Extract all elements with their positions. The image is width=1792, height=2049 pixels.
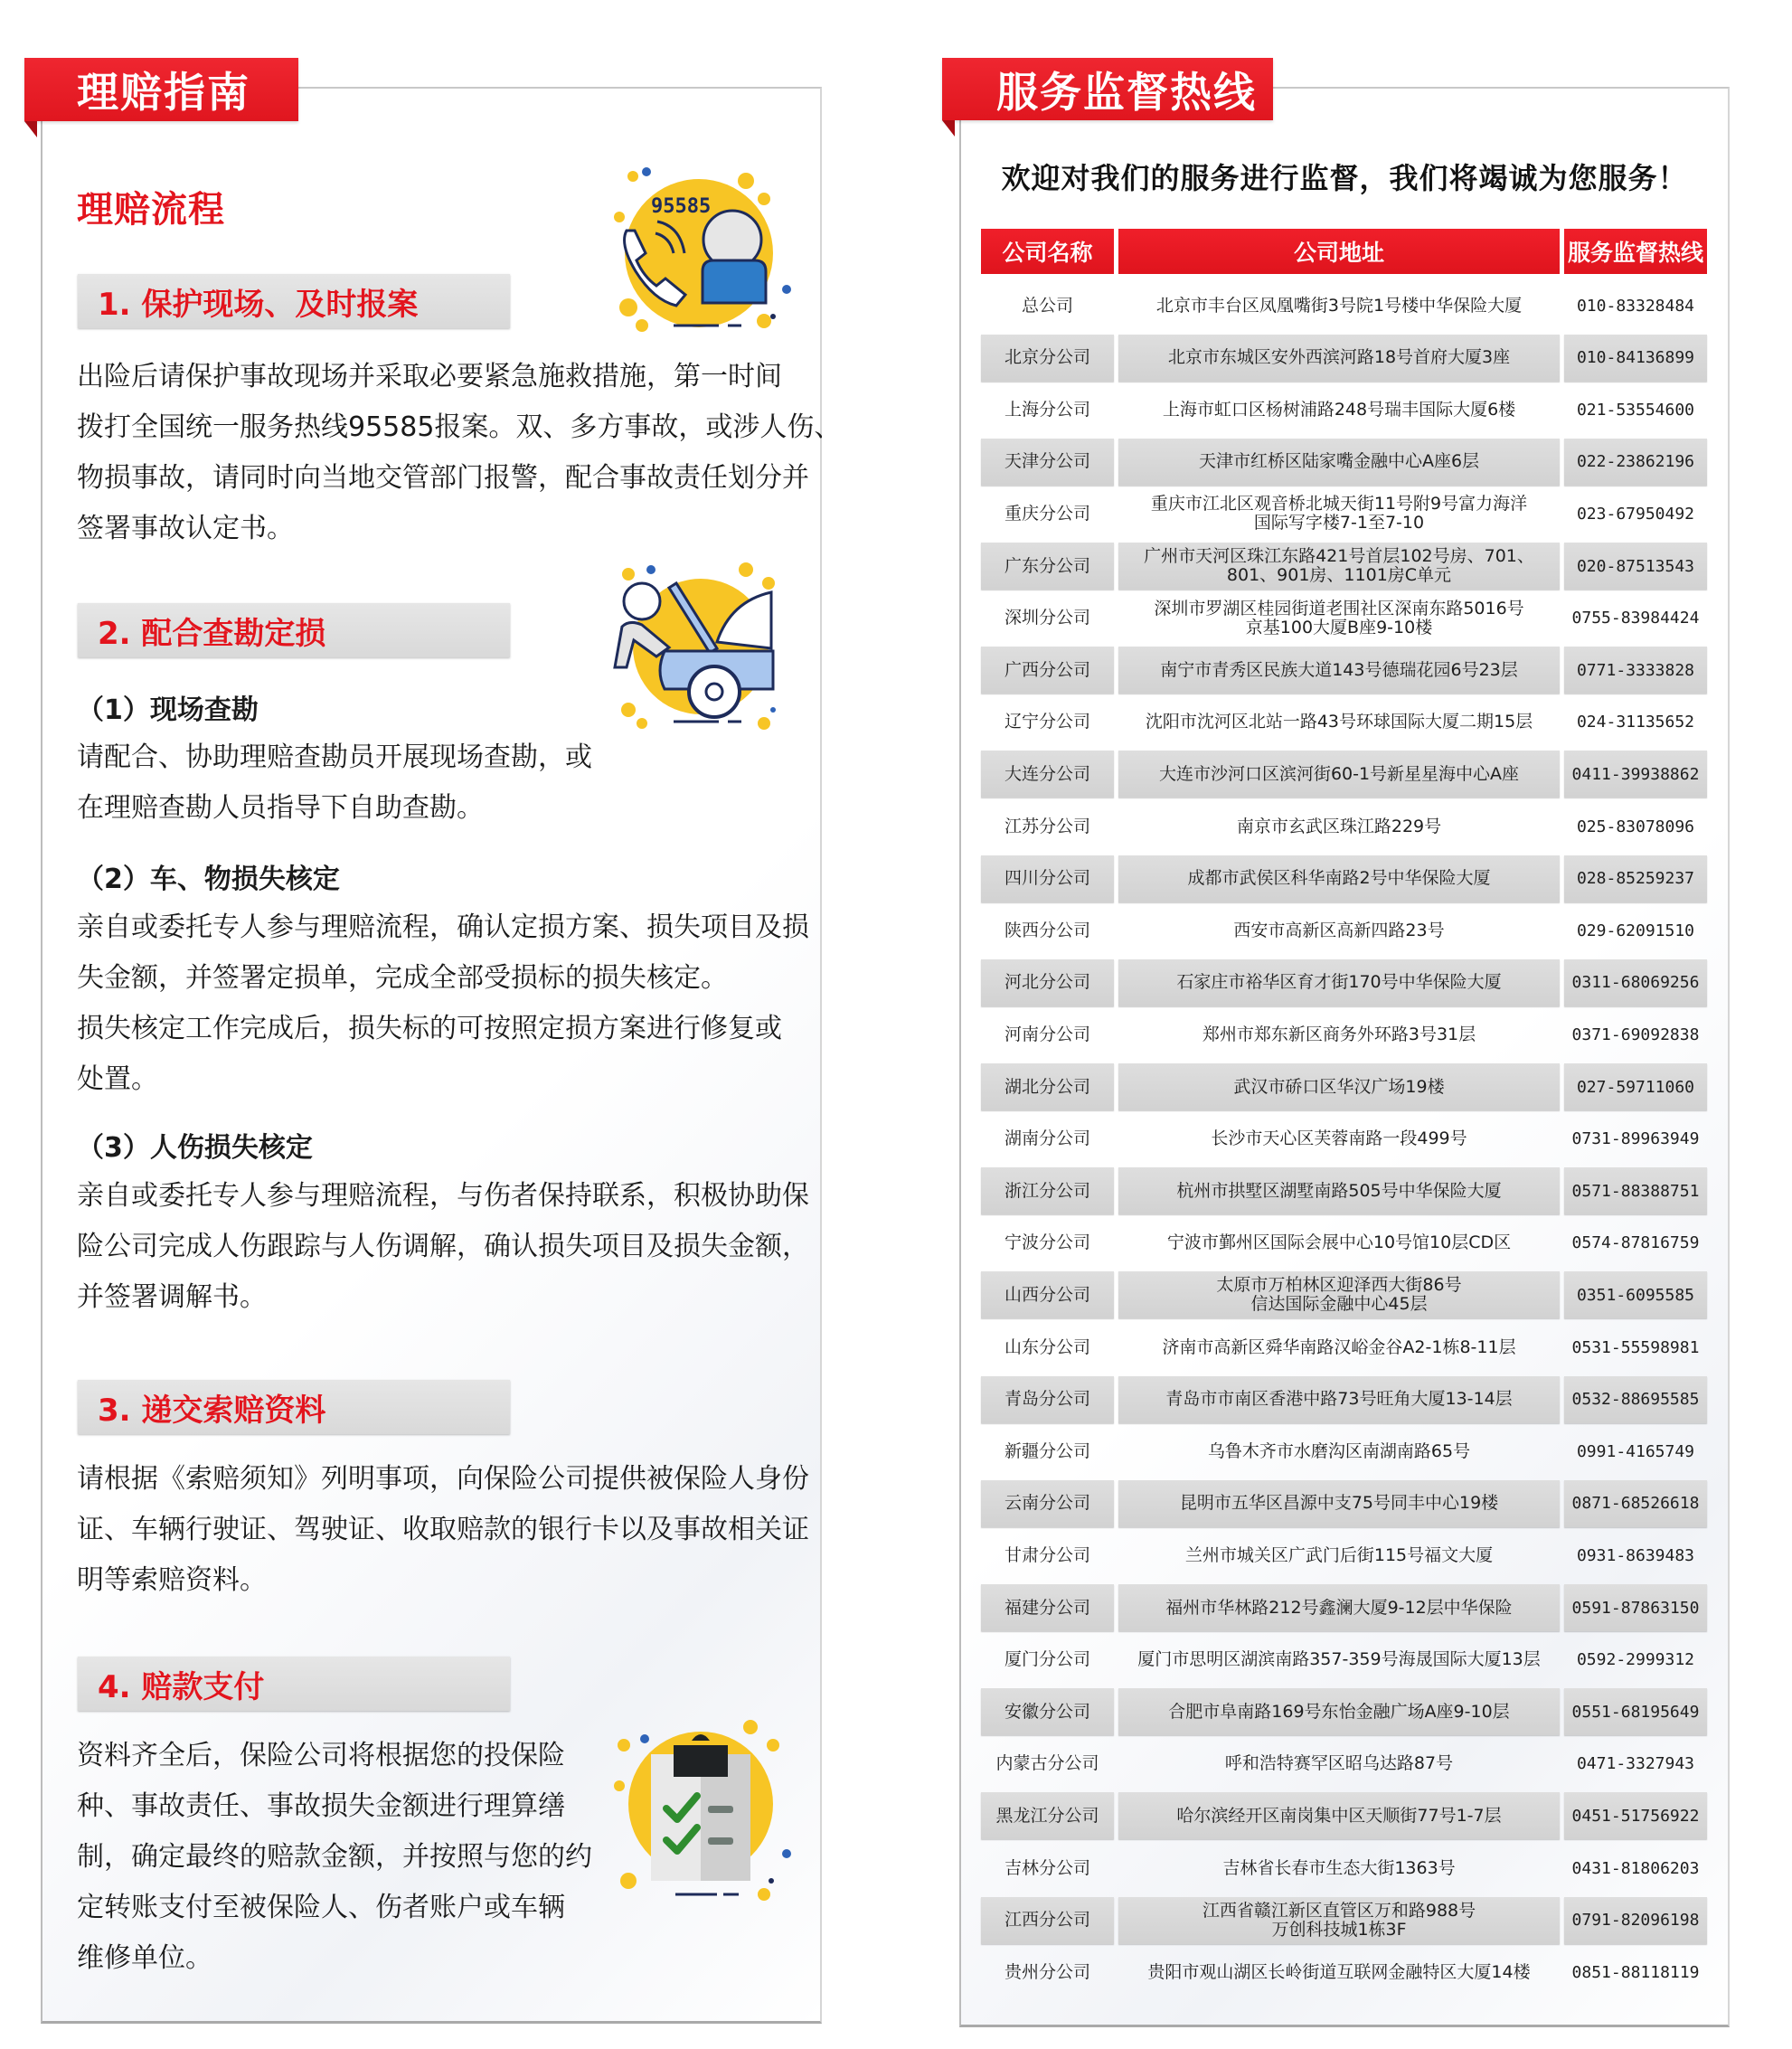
claims-guide-title: 理赔指南 bbox=[77, 68, 250, 117]
company-address-cell: 大连市沙河口区滨河街60-1号新星星海中心A座 bbox=[1118, 751, 1560, 798]
step-3-title: 3. 递交索赔资料 bbox=[98, 1392, 326, 1429]
table-row bbox=[981, 1480, 1707, 1527]
hotline-cell: 0532-88695585 bbox=[1564, 1376, 1707, 1423]
hotline-cell: 0574-87816759 bbox=[1571, 1233, 1700, 1253]
hotline-cell: 0471-3327943 bbox=[1576, 1754, 1695, 1774]
company-address-cell: 长沙市天心区芙蓉南路一段499号 bbox=[1211, 1128, 1467, 1149]
table-row bbox=[981, 386, 1707, 433]
company-name-cell: 四川分公司 bbox=[981, 855, 1114, 902]
step-2-sub-1-heading: （1）现场查勘 bbox=[77, 694, 259, 726]
step-2-sub-2-body: 亲自或委托专人参与理赔流程，确认定损方案、损失项目及损 失金额，并签署定损单，完成全部受损标的损失核定。 损失核定工作完成后，损失标的可按照定损方案进行修复或 处置。 bbox=[77, 911, 809, 1095]
step-2-title: 2. 配合查勘定损 bbox=[98, 615, 326, 652]
table-row bbox=[981, 1637, 1707, 1684]
hotline-cell: 0551-68195649 bbox=[1564, 1688, 1707, 1735]
hotline-cell: 0591-87863150 bbox=[1564, 1584, 1707, 1631]
company-address-cell: 贵阳市观山湖区长岭街道互联网金融特区大厦14楼 bbox=[1147, 1961, 1531, 1982]
step-3-body: 请根据《索赔须知》列明事项，向保险公司提供被保险人身份 证、车辆行驶证、驾驶证、收取赔款的银行卡以及事故相关证 明等索赔资料。 bbox=[77, 1463, 809, 1596]
table-row bbox=[981, 907, 1707, 954]
hotline-cell: 0451-51756922 bbox=[1564, 1792, 1707, 1839]
hotline-cell: 0771-3333828 bbox=[1564, 647, 1707, 694]
table-row bbox=[981, 1532, 1707, 1579]
table-row bbox=[981, 1949, 1707, 1996]
table-row bbox=[981, 595, 1707, 642]
company-address-cell: 杭州市拱墅区湖墅南路505号中华保险大厦 bbox=[1118, 1167, 1560, 1214]
banner-fold bbox=[24, 121, 37, 137]
hotline-cell: 010-83328484 bbox=[1576, 296, 1695, 316]
company-name-cell: 山东分公司 bbox=[1004, 1336, 1090, 1357]
step-1-body: 出险后请保护事故现场并采取必要紧急施救措施，第一时间 拨打全国统一服务热线95585报案。双、多方事故，或涉人伤、 物损事故，请同时向当地交管部门报警，配合事故责任划分并 签署事故认定书。 bbox=[77, 361, 842, 544]
hotline-cell: 027-59711060 bbox=[1564, 1063, 1707, 1110]
company-name-cell: 江西分公司 bbox=[981, 1897, 1114, 1944]
hotline-cell: 023-67950492 bbox=[1576, 504, 1695, 524]
company-name-cell: 河北分公司 bbox=[981, 959, 1114, 1006]
table-row bbox=[981, 1376, 1707, 1423]
company-name-cell: 湖北分公司 bbox=[981, 1063, 1114, 1110]
table-row bbox=[981, 1845, 1707, 1892]
company-address-cell: 南宁市青秀区民族大道143号德瑞花园6号23层 bbox=[1118, 647, 1560, 694]
company-address-cell: 福州市华林路212号鑫澜大厦9-12层中华保险 bbox=[1118, 1584, 1560, 1631]
claims-process-title: 理赔流程 bbox=[77, 189, 225, 231]
table-row bbox=[981, 1271, 1707, 1318]
company-address-cell: 江西省赣江新区直管区万和路988号 万创科技城1栋3F bbox=[1118, 1897, 1560, 1944]
hotline-cell: 024-31135652 bbox=[1576, 713, 1695, 732]
step-2-heading bbox=[78, 603, 510, 657]
column-header-address: 公司地址 bbox=[1118, 229, 1560, 274]
hotline-number: 95585 bbox=[651, 195, 712, 218]
company-name-cell: 新疆分公司 bbox=[1004, 1440, 1090, 1461]
hotline-cell: 0871-68526618 bbox=[1564, 1480, 1707, 1527]
hotline-cell: 022-23862196 bbox=[1564, 439, 1707, 486]
company-name-cell: 贵州分公司 bbox=[1004, 1961, 1090, 1982]
company-address-cell: 广州市天河区珠江东路421号首层102号房、701、 801、901房、1101房C单元 bbox=[1118, 543, 1560, 590]
hotline-cell: 0371-69092838 bbox=[1571, 1024, 1700, 1044]
table-row bbox=[981, 439, 1707, 486]
hotline-cell: 0531-55598981 bbox=[1571, 1337, 1700, 1357]
table-row bbox=[981, 1688, 1707, 1735]
car-inspection-icon bbox=[601, 561, 791, 741]
step-2-sub-2-heading: （2）车、物损失核定 bbox=[77, 864, 340, 895]
company-name-cell: 天津分公司 bbox=[981, 439, 1114, 486]
company-name-cell: 厦门分公司 bbox=[1004, 1649, 1090, 1670]
company-name-cell: 总公司 bbox=[1021, 295, 1073, 316]
company-name-cell: 大连分公司 bbox=[981, 751, 1114, 798]
table-row bbox=[981, 855, 1707, 902]
company-name-cell: 北京分公司 bbox=[981, 335, 1114, 382]
company-name-cell: 内蒙古分公司 bbox=[995, 1753, 1099, 1774]
table-row bbox=[981, 1324, 1707, 1371]
company-name-cell: 广西分公司 bbox=[981, 647, 1114, 694]
table-row bbox=[981, 282, 1707, 329]
company-address-cell: 乌鲁木齐市水磨沟区南湖南路65号 bbox=[1207, 1440, 1471, 1461]
company-address-cell: 北京市东城区安外西滨河路18号首府大厦3座 bbox=[1118, 335, 1560, 382]
company-address-cell: 呼和浩特赛罕区昭乌达路87号 bbox=[1224, 1753, 1454, 1774]
table-row bbox=[981, 543, 1707, 590]
table-row bbox=[981, 1584, 1707, 1631]
hotline-cell: 025-83078096 bbox=[1576, 817, 1695, 836]
company-name-cell: 湖南分公司 bbox=[1004, 1128, 1090, 1149]
table-row bbox=[981, 1428, 1707, 1475]
company-address-cell: 成都市武侯区科华南路2号中华保险大厦 bbox=[1118, 855, 1560, 902]
hotline-cell: 0571-88388751 bbox=[1564, 1167, 1707, 1214]
step-4-heading bbox=[78, 1657, 510, 1711]
company-name-cell: 云南分公司 bbox=[981, 1480, 1114, 1527]
company-address-cell: 宁波市鄞州区国际会展中心10号馆10层CD区 bbox=[1166, 1232, 1512, 1253]
company-name-cell: 福建分公司 bbox=[981, 1584, 1114, 1631]
company-address-cell: 兰州市城关区广武门后街115号福文大厦 bbox=[1184, 1544, 1494, 1565]
step-3-heading bbox=[78, 1380, 510, 1434]
table-row bbox=[981, 751, 1707, 798]
company-name-cell: 广东分公司 bbox=[981, 543, 1114, 590]
company-address-cell: 西安市高新区高新四路23号 bbox=[1233, 920, 1445, 940]
table-row bbox=[981, 1792, 1707, 1839]
company-name-cell: 上海分公司 bbox=[1004, 399, 1090, 420]
service-hotline-title: 服务监督热线 bbox=[996, 67, 1257, 117]
hotline-cell: 0411-39938862 bbox=[1564, 751, 1707, 798]
company-address-cell: 沈阳市沈河区北站一路43号环球国际大厦二期15层 bbox=[1145, 712, 1533, 732]
company-address-cell: 石家庄市裕华区育才街170号中华保险大厦 bbox=[1118, 959, 1560, 1006]
company-name-cell: 黑龙江分公司 bbox=[981, 1792, 1114, 1839]
company-name-cell: 江苏分公司 bbox=[1004, 816, 1090, 836]
table-row bbox=[981, 959, 1707, 1006]
banner-fold bbox=[942, 120, 955, 137]
step-4-title: 4. 赔款支付 bbox=[98, 1668, 265, 1705]
company-address-cell: 厦门市思明区湖滨南路357-359号海晟国际大厦13层 bbox=[1137, 1649, 1541, 1670]
hotline-cell: 0755-83984424 bbox=[1571, 609, 1700, 628]
table-row bbox=[981, 1220, 1707, 1267]
hotline-cell: 020-87513543 bbox=[1564, 543, 1707, 590]
table-row bbox=[981, 1063, 1707, 1110]
service-hotline-banner bbox=[942, 58, 1273, 120]
company-address-cell: 昆明市五华区昌源中支75号同丰中心19楼 bbox=[1118, 1480, 1560, 1527]
table-row bbox=[981, 1011, 1707, 1058]
company-name-cell: 宁波分公司 bbox=[1004, 1232, 1090, 1253]
hotline-cell: 0851-88118119 bbox=[1571, 1962, 1700, 1982]
table-row bbox=[981, 1167, 1707, 1214]
hotline-cell: 0351-6095585 bbox=[1564, 1271, 1707, 1318]
company-name-cell: 深圳分公司 bbox=[1004, 608, 1090, 628]
welcome-message: 欢迎对我们的服务进行监督，我们将竭诚为您服务！ bbox=[1001, 161, 1688, 195]
hotline-cell: 0431-81806203 bbox=[1571, 1858, 1700, 1878]
company-name-cell: 山西分公司 bbox=[981, 1271, 1114, 1318]
step-1-heading bbox=[78, 274, 510, 328]
company-address-cell: 济南市高新区舜华南路汉峪金谷A2-1栋8-11层 bbox=[1162, 1336, 1516, 1357]
company-address-cell: 合肥市阜南路169号东怡金融广场A座9-10层 bbox=[1118, 1688, 1560, 1735]
company-name-cell: 河南分公司 bbox=[1004, 1024, 1090, 1044]
hotline-cell: 029-62091510 bbox=[1576, 921, 1695, 940]
company-address-cell: 吉林省长春市生态大街1363号 bbox=[1222, 1857, 1456, 1878]
company-address-cell: 哈尔滨经开区南岗集中区天顺街77号1-7层 bbox=[1118, 1792, 1560, 1839]
company-address-cell: 上海市虹口区杨树浦路248号瑞丰国际大厦6楼 bbox=[1162, 399, 1516, 420]
table-row bbox=[981, 1741, 1707, 1788]
table-row bbox=[981, 490, 1707, 537]
company-address-cell: 重庆市江北区观音桥北城天街11号附9号富力海洋 国际写字楼7-1至7-10 bbox=[1150, 494, 1528, 533]
company-address-cell: 深圳市罗湖区桂园街道老围社区深南东路5016号 京基100大厦B座9-10楼 bbox=[1154, 598, 1524, 637]
step-4-body: 资料齐全后，保险公司将根据您的投保险 种、事故责任、事故损失金额进行理算缮 制，确定最终的赔款金额，并按照与您的约 定转账支付至被保险人、伤者账户或车辆 维修单位。 bbox=[77, 1740, 592, 1974]
hotline-cell: 021-53554600 bbox=[1576, 400, 1695, 420]
hotline-cell: 0731-89963949 bbox=[1571, 1129, 1700, 1149]
company-name-cell: 安徽分公司 bbox=[981, 1688, 1114, 1735]
hotline-cell: 010-84136899 bbox=[1564, 335, 1707, 382]
phone-support-icon bbox=[601, 154, 791, 344]
company-name-cell: 甘肃分公司 bbox=[1004, 1544, 1090, 1565]
company-name-cell: 浙江分公司 bbox=[981, 1167, 1114, 1214]
table-row bbox=[981, 803, 1707, 850]
hotline-cell: 0931-8639483 bbox=[1576, 1545, 1695, 1565]
hotline-cell: 028-85259237 bbox=[1564, 855, 1707, 902]
company-name-cell: 辽宁分公司 bbox=[1004, 712, 1090, 732]
claims-guide-banner bbox=[24, 58, 298, 121]
clipboard-check-icon bbox=[601, 1714, 791, 1903]
company-address-cell: 天津市红桥区陆家嘴金融中心A座6层 bbox=[1118, 439, 1560, 486]
company-address-cell: 太原市万柏林区迎泽西大街86号 信达国际金融中心45层 bbox=[1118, 1271, 1560, 1318]
column-header-hotline: 服务监督热线 bbox=[1564, 229, 1707, 274]
company-name-cell: 吉林分公司 bbox=[1004, 1857, 1090, 1878]
hotline-cell: 0791-82096198 bbox=[1564, 1897, 1707, 1944]
hotline-cell: 0311-68069256 bbox=[1564, 959, 1707, 1006]
step-1-title: 1. 保护现场、及时报案 bbox=[98, 286, 419, 323]
company-address-cell: 南京市玄武区珠江路229号 bbox=[1236, 816, 1442, 836]
table-row bbox=[981, 335, 1707, 382]
hotline-cell: 0991-4165749 bbox=[1576, 1441, 1695, 1461]
table-row bbox=[981, 647, 1707, 694]
hotline-cell: 0592-2999312 bbox=[1576, 1650, 1695, 1670]
step-2-sub-3-heading: （3）人伤损失核定 bbox=[77, 1132, 313, 1164]
company-address-cell: 武汉市硚口区华汉广场19楼 bbox=[1118, 1063, 1560, 1110]
table-row bbox=[981, 1897, 1707, 1944]
step-2-sub-1-body: 请配合、协助理赔查勘员开展现场查勘，或 在理赔查勘人员指导下自助查勘。 bbox=[77, 741, 592, 824]
table-row bbox=[981, 1116, 1707, 1163]
company-name-cell: 青岛分公司 bbox=[981, 1376, 1114, 1423]
table-row bbox=[981, 699, 1707, 746]
company-address-cell: 青岛市市南区香港中路73号旺角大厦13-14层 bbox=[1118, 1376, 1560, 1423]
column-header-company: 公司名称 bbox=[981, 229, 1114, 274]
step-2-sub-3-body: 亲自或委托专人参与理赔流程，与伤者保持联系，积极协助保 险公司完成人伤跟踪与人伤调解，确认损失项目及损失金额， 并签署调解书。 bbox=[77, 1180, 809, 1313]
company-address-cell: 北京市丰台区凤凰嘴街3号院1号楼中华保险大厦 bbox=[1155, 295, 1523, 316]
company-name-cell: 陕西分公司 bbox=[1004, 920, 1090, 940]
company-address-cell: 郑州市郑东新区商务外环路3号31层 bbox=[1202, 1024, 1476, 1044]
company-name-cell: 重庆分公司 bbox=[1004, 503, 1090, 524]
